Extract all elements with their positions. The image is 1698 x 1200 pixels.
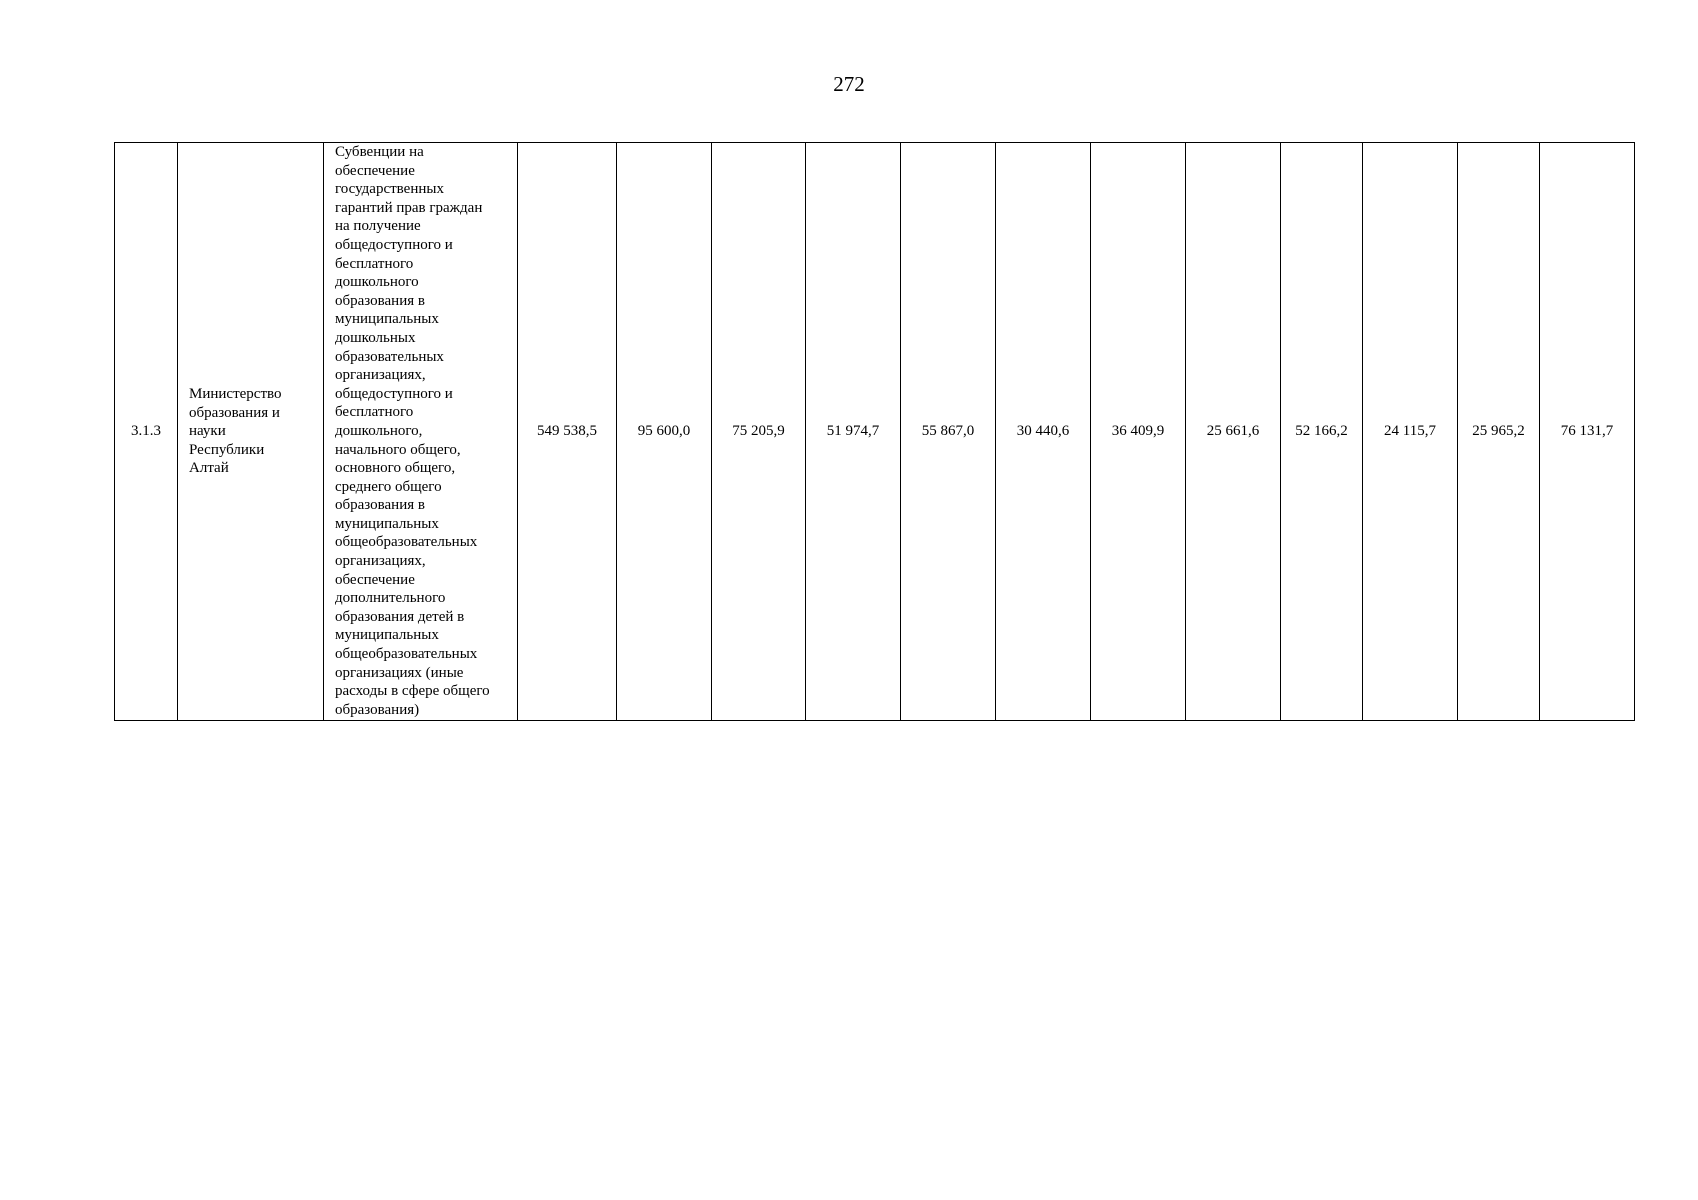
- row-index-cell: 3.1.3: [115, 143, 178, 721]
- value-cell: 24 115,7: [1363, 143, 1458, 721]
- value-cell: 36 409,9: [1091, 143, 1186, 721]
- organization-line: Республики: [189, 441, 265, 458]
- description-line: основного общего,: [335, 460, 456, 477]
- organization-cell: [178, 143, 324, 721]
- description-line: Субвенции на: [335, 144, 424, 160]
- description-line: муниципальных: [335, 311, 439, 328]
- description-line: образования в: [335, 292, 425, 309]
- description-line: бесплатного: [335, 404, 414, 421]
- description-line: дошкольного: [335, 274, 419, 291]
- description-line: образования детей в: [335, 608, 465, 625]
- description-line: общедоступного и: [335, 385, 453, 402]
- description-line: дошкольного,: [335, 422, 423, 439]
- description-line: дошкольных: [335, 329, 416, 346]
- description-line: среднего общего: [335, 478, 442, 495]
- description-line: государственных: [335, 181, 444, 198]
- value-cell: 55 867,0: [901, 143, 996, 721]
- budget-table: [114, 142, 1635, 721]
- organization-line: науки: [189, 423, 226, 440]
- description-line: общеобразовательных: [335, 646, 478, 663]
- organization-line: Алтай: [189, 460, 229, 477]
- description-line: обеспечение: [335, 571, 415, 588]
- description-line: организациях (иные: [335, 664, 464, 681]
- description-line: дополнительного: [335, 590, 446, 607]
- description-line: муниципальных: [335, 515, 439, 532]
- description-line: образования в: [335, 497, 425, 514]
- description-line: общеобразовательных: [335, 534, 478, 551]
- description-line: муниципальных: [335, 627, 439, 644]
- description-line: образовательных: [335, 348, 444, 365]
- description-line: гарантий прав граждан: [335, 199, 483, 216]
- table-row: [115, 143, 1635, 721]
- description-cell: [324, 143, 518, 721]
- value-cell: 51 974,7: [806, 143, 901, 721]
- description-line: организациях,: [335, 553, 426, 570]
- description-line: бесплатного: [335, 255, 414, 272]
- description-line: расходы в сфере общего: [335, 683, 490, 700]
- value-cell: 95 600,0: [617, 143, 712, 721]
- description-line: на получение: [335, 218, 421, 235]
- value-cell: 549 538,5: [518, 143, 617, 721]
- value-cell: 76 131,7: [1540, 143, 1635, 721]
- value-cell: 30 440,6: [996, 143, 1091, 721]
- value-cell: 75 205,9: [712, 143, 806, 721]
- value-cell: 52 166,2: [1281, 143, 1363, 721]
- page-number: 272: [833, 72, 865, 96]
- value-cell: 25 661,6: [1186, 143, 1281, 721]
- organization-line: Министерство: [189, 386, 282, 403]
- organization-line: образования и: [189, 404, 280, 421]
- description-line: организациях,: [335, 367, 426, 384]
- description-line: обеспечение: [335, 162, 415, 179]
- description-line: общедоступного и: [335, 236, 453, 253]
- description-line: начального общего,: [335, 441, 461, 458]
- value-cell: 25 965,2: [1458, 143, 1540, 721]
- description-line: образования): [335, 701, 420, 718]
